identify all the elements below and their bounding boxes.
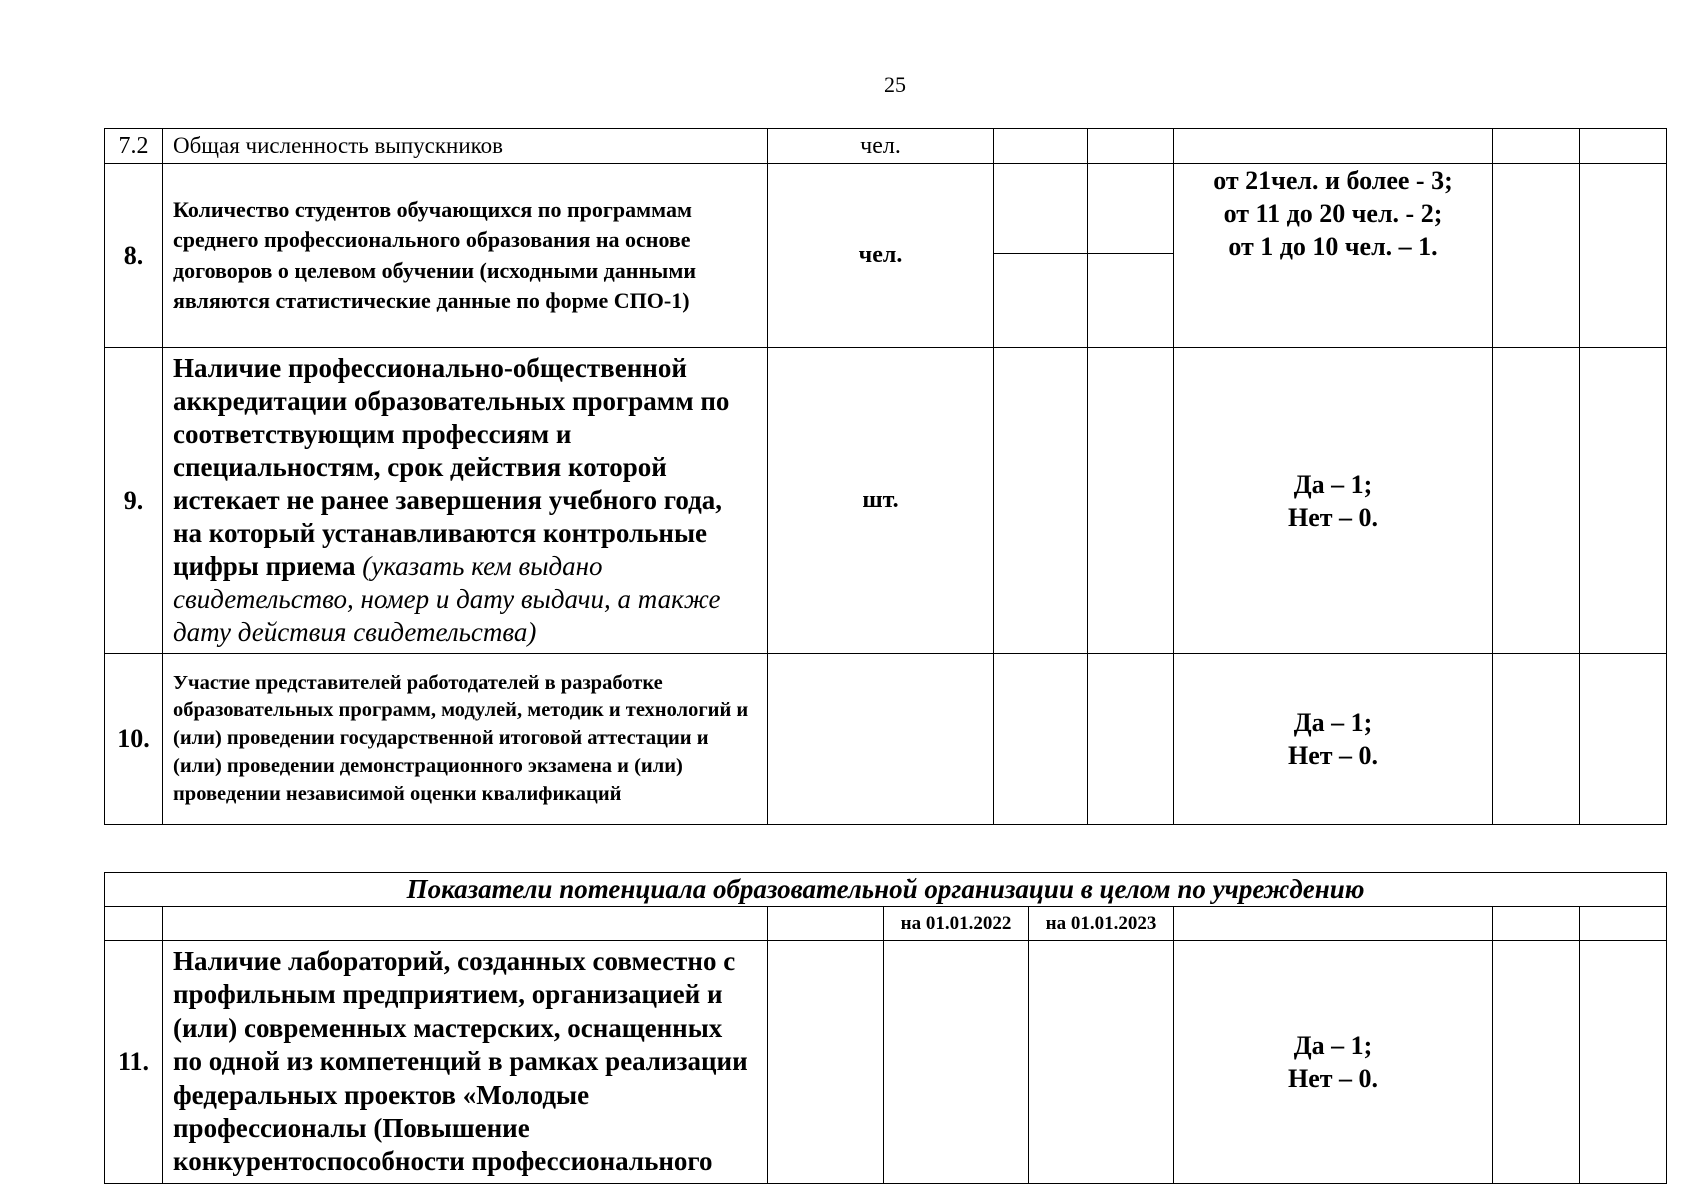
value-cell <box>1580 164 1667 348</box>
score-line: Нет – 0. <box>1287 1063 1379 1093</box>
score-line: Нет – 0. <box>1287 741 1379 770</box>
row-unit <box>768 941 884 1184</box>
table-row <box>105 129 1667 164</box>
row-number: 8. <box>105 164 163 348</box>
score-criteria <box>1174 941 1493 1184</box>
row-number: 9. <box>105 348 163 654</box>
section-title: Показатели потенциала образовательной организации в целом по учреждению <box>105 873 1667 907</box>
value-cell <box>1088 129 1174 164</box>
description-main: Наличие профессионально-общественной аккредитации образовательных программ по соответствующим профессиям и специальностям, срок действия которой истекает не ранее завершения учебного года, на который устанавливаются контрольные цифры приема <box>173 353 730 581</box>
row-number: 7.2 <box>105 129 163 164</box>
value-cell <box>1029 941 1174 1184</box>
row-unit: чел. <box>768 164 994 348</box>
value-cell <box>994 129 1088 164</box>
row-description: Наличие лабораторий, созданных совместно с профильным предприятием, организацией и (или) современных мастерских, оснащенных по одной из компетенций в рамках реализации федеральных проектов «Молодые профессионалы (Повышение конкурентоспособности профессионального <box>163 941 768 1184</box>
score-line: от 11 до 20 чел. - 2; <box>1223 199 1443 228</box>
description-note: (указать кем выдано свидетельство, номер и дату выдачи, а также дату действия свидетельства) <box>173 551 721 647</box>
value-cell <box>1580 348 1667 654</box>
table-row <box>105 941 1667 1184</box>
score-cell <box>1174 129 1493 164</box>
value-cell <box>884 941 1029 1184</box>
table-row <box>105 164 1667 254</box>
value-cell <box>1493 164 1580 348</box>
header-cell <box>105 907 163 941</box>
row-description: Общая численность выпускников <box>163 129 768 164</box>
indicators-table <box>104 128 1667 825</box>
value-cell <box>994 348 1088 654</box>
header-cell <box>768 907 884 941</box>
score-line: Да – 1; <box>1293 469 1373 499</box>
value-cell <box>1088 654 1174 825</box>
page-number: 25 <box>884 72 906 97</box>
row-number: 11. <box>105 941 163 1184</box>
row-number: 10. <box>105 654 163 825</box>
row-description: Участие представителей работодателей в разработке образовательных программ, модулей, методик и технологий и (или) проведении государственной итоговой аттестации и (или) проведении демонстрационного экзамена и (или) проведении независимой оценки квалификаций <box>163 654 768 825</box>
date-header-2022: на 01.01.2022 <box>884 907 1029 941</box>
table-row <box>105 873 1667 907</box>
value-cell <box>1088 348 1174 654</box>
score-line: Да – 1; <box>1293 1030 1373 1060</box>
row-unit <box>768 654 994 825</box>
value-cell <box>1088 254 1174 348</box>
date-header-2023: на 01.01.2023 <box>1029 907 1174 941</box>
header-cell <box>163 907 768 941</box>
value-cell <box>1088 164 1174 254</box>
table-row <box>105 907 1667 941</box>
row-unit: шт. <box>768 348 994 654</box>
header-cell <box>1493 907 1580 941</box>
score-criteria <box>1174 348 1493 654</box>
value-cell <box>1493 348 1580 654</box>
header-cell <box>1580 907 1667 941</box>
potential-table <box>104 872 1667 1184</box>
score-line: Нет – 0. <box>1287 502 1379 532</box>
score-line: от 21чел. и более - 3; <box>1213 166 1453 195</box>
value-cell <box>1580 654 1667 825</box>
row-unit: чел. <box>768 129 994 164</box>
table-row <box>105 654 1667 825</box>
value-cell <box>1493 941 1580 1184</box>
value-cell <box>1580 941 1667 1184</box>
value-cell <box>1493 654 1580 825</box>
table-row <box>105 348 1667 654</box>
score-line: Да – 1; <box>1293 708 1373 737</box>
header-cell <box>1174 907 1493 941</box>
row-description: Количество студентов обучающихся по программам среднего профессионального образования на основе договоров о целевом обучении (исходными данными являются статистические данные по форме СПО-1) <box>163 164 768 348</box>
row-description <box>163 348 768 654</box>
value-cell <box>1580 129 1667 164</box>
value-cell <box>994 164 1088 254</box>
value-cell <box>994 654 1088 825</box>
score-criteria <box>1174 164 1493 348</box>
value-cell <box>1493 129 1580 164</box>
score-criteria <box>1174 654 1493 825</box>
score-line: от 1 до 10 чел. – 1. <box>1228 232 1438 261</box>
value-cell <box>994 254 1088 348</box>
